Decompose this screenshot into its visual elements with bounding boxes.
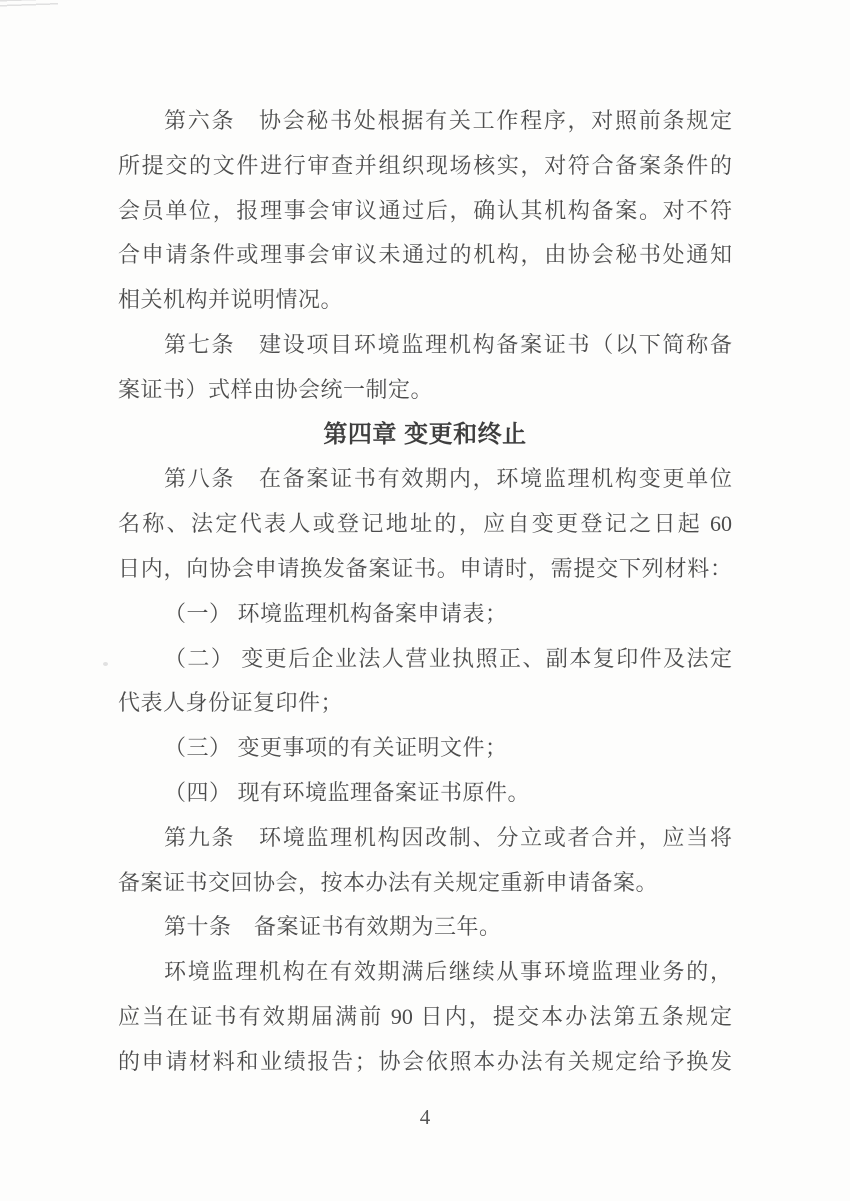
document-body bbox=[118, 99, 732, 1085]
page-number: 4 bbox=[419, 1105, 431, 1129]
document-line: 第七条 建设项目环境监理机构备案证书（以下简称备 bbox=[164, 331, 732, 357]
document-line: 相关机构并说明情况。 bbox=[118, 287, 344, 313]
document-line: 第十条 备案证书有效期为三年。 bbox=[164, 914, 502, 940]
document-line: （二） 变更后企业法人营业执照正、副本复印件及法定 bbox=[164, 645, 732, 671]
scan-artifact-icon bbox=[0, 0, 58, 9]
document-line: 代表人身份证复印件； bbox=[118, 690, 344, 716]
document-line: 的申请材料和业绩报告；协会依照本办法有关规定给予换发 bbox=[118, 1048, 732, 1074]
document-line: （一） 环境监理机构备案申请表； bbox=[164, 600, 508, 626]
scan-speck-icon bbox=[103, 662, 108, 666]
document-line: 所提交的文件进行审查并组织现场核实，对符合备案条件的 bbox=[118, 152, 732, 178]
document-line: 第八条 在备案证书有效期内，环境监理机构变更单位 bbox=[164, 466, 732, 492]
document-line: 会员单位，报理事会审议通过后，确认其机构备案。对不符 bbox=[118, 197, 732, 223]
document-line: 第六条 协会秘书处根据有关工作程序，对照前条规定 bbox=[164, 108, 732, 133]
document-line: （四） 现有环境监理备案证书原件。 bbox=[164, 779, 531, 805]
document-line: 环境监理机构在有效期满后继续从事环境监理业务的， bbox=[164, 959, 732, 985]
chapter-heading: 第四章 变更和终止 bbox=[323, 420, 527, 448]
document-line: 应当在证书有效期届满前 90 日内，提交本办法第五条规定 bbox=[118, 1003, 732, 1029]
document-line: （三） 变更事项的有关证明文件； bbox=[164, 735, 508, 761]
document-line: 备案证书交回协会，按本办法有关规定重新申请备案。 bbox=[118, 869, 659, 895]
document-line: 名称、法定代表人或登记地址的，应自变更登记之日起 60 bbox=[118, 511, 732, 537]
document-line: 案证书）式样由协会统一制定。 bbox=[118, 376, 434, 402]
document-line: 第九条 环境监理机构因改制、分立或者合并，应当将 bbox=[164, 824, 732, 850]
document-line: 合申请条件或理事会审议未通过的机构，由协会秘书处通知 bbox=[118, 242, 732, 268]
document-line: 日内，向协会申请换发备案证书。申请时，需提交下列材料： bbox=[118, 555, 732, 581]
